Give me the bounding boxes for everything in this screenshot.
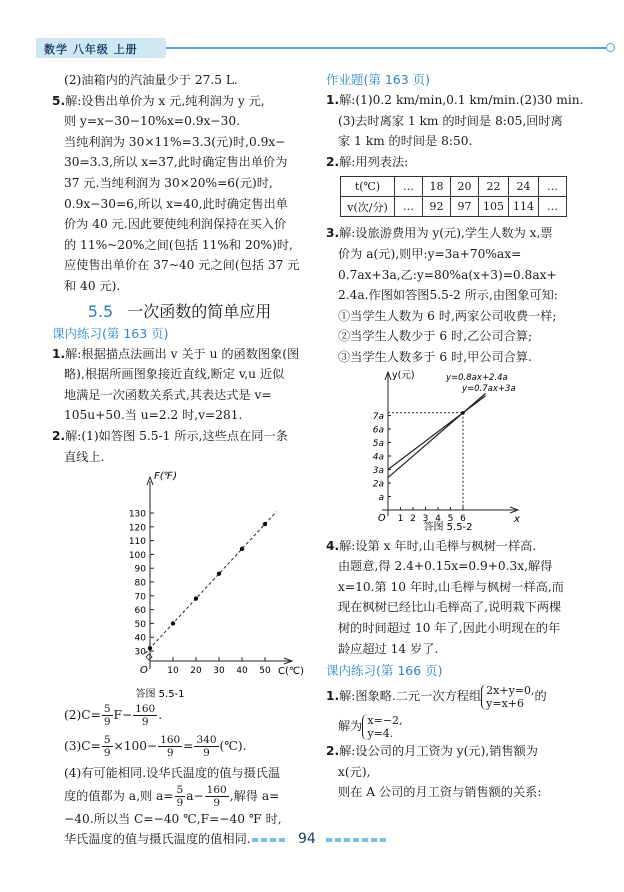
x-axis-label: C(℃) <box>278 666 305 678</box>
figure-caption: 答图 5.5-2 <box>423 521 473 533</box>
x-tick-label: 3 <box>422 513 429 524</box>
answer-line: ③当学生人数多于 6 时,甲公司合算. <box>338 349 532 364</box>
page-number: 94 <box>298 831 316 847</box>
answer-line: 直线上. <box>64 449 105 464</box>
table-row <box>341 197 567 217</box>
fit-line <box>145 512 276 654</box>
denominator: 9 <box>213 796 221 809</box>
y-tick-label: 70 <box>134 592 146 603</box>
table-cell: v(次/分) <box>341 197 395 217</box>
answer-line: 当纯利润为 30×11%=3.3(元)时,0.9x− <box>64 134 286 149</box>
x-tick-label: 6 <box>460 513 466 524</box>
y-tick-label: 30 <box>134 647 146 658</box>
table-cell: 105 <box>479 197 509 217</box>
equation-text: = <box>183 739 194 754</box>
equation-text: 度的值都为 a,则 a= <box>64 788 174 803</box>
answer-line: (3)去时离家 1 km 的时间是 8:05,回时离 <box>338 113 563 128</box>
fraction <box>158 734 182 759</box>
y-tick-label: 50 <box>134 619 146 630</box>
answer-text: 解:(1)0.2 km/min,0.1 km/min.(2)30 min. <box>339 93 584 107</box>
answer-line <box>52 426 307 447</box>
equation-text: a− <box>186 788 204 803</box>
x-tick-label: 20 <box>190 666 202 677</box>
question-number: 4. <box>326 538 340 553</box>
right-column <box>326 70 596 803</box>
y-tick-label: 100 <box>128 550 146 561</box>
equation-row: 2x+y=0, <box>486 683 535 697</box>
series-label: y=0.8ax+2.4a <box>446 372 508 383</box>
answer-text: 解:用列表法: <box>339 154 409 169</box>
answer-line: 价为 40 元.因此要使纯利润保持在买入价 <box>64 217 287 232</box>
x-tick-label: 10 <box>167 666 179 677</box>
denominator: 9 <box>141 716 149 729</box>
equation-text: (3)C= <box>64 739 101 754</box>
answer-text: 解:设公司的月工资为 y(元),销售额为 <box>339 744 538 759</box>
equation-text: F− <box>113 708 133 723</box>
subsection-heading: 课内练习(第 166 页) <box>326 663 443 679</box>
answer-line: 的 11%~20%之间(包括 11%和 20%)时, <box>64 237 293 252</box>
answer-line <box>326 152 596 173</box>
table-cell: 97 <box>451 197 479 217</box>
numerator: 160 <box>135 703 156 716</box>
answer-text: 解:图象略.二元一次方程组 <box>339 689 482 704</box>
origin-label: O <box>140 665 148 677</box>
y-tick-label: 6a <box>372 425 384 436</box>
numerator: 5 <box>103 734 111 747</box>
equation-text: ×100− <box>113 739 158 754</box>
data-point <box>171 621 175 625</box>
answer-h1 <box>326 90 596 152</box>
question-number: 1. <box>326 689 340 704</box>
answer-line <box>326 711 596 741</box>
answer-text: 解:设旅游费用为 y(元),学生人数为 x,票 <box>339 226 553 241</box>
answer-line: 30=3.3,所以 x=37,此时确定售出单价为 <box>64 155 288 170</box>
denominator: 9 <box>103 716 111 729</box>
table-cell: … <box>539 197 567 217</box>
answer-line: 0.7ax+3a,乙:y=80%a(x+3)=0.8ax+ <box>338 267 557 282</box>
answer-text: 解:根据描点法画出 v 关于 u 的函数图象(图 <box>65 346 300 361</box>
solution-system <box>362 714 402 740</box>
answer-line: 地满足一次函数关系式,其表达式是 v= <box>64 387 272 402</box>
y-tick-label: 130 <box>128 509 146 520</box>
y-tick-label: 80 <box>134 578 146 589</box>
table-cell: 24 <box>509 177 539 197</box>
table-cell: t(℃) <box>341 177 395 197</box>
answer-line: 华氏温度的值与摄氏温度的值相同. <box>64 832 251 847</box>
answer-line: 价为 a(元),则甲:y=3a+70%ax= <box>338 246 522 261</box>
answer-line: 应使售出单价在 37~40 元之间(包括 37 元 <box>64 258 300 273</box>
y-tick-label: 7a <box>372 411 384 422</box>
y-tick-label: 110 <box>128 537 146 548</box>
numerator: 5 <box>103 703 111 716</box>
table-cell: … <box>539 177 567 197</box>
figure-5-5-1 <box>52 471 307 701</box>
y-tick-label: 60 <box>134 606 146 617</box>
answer-line <box>52 784 307 809</box>
answer-text: 的 <box>534 689 547 704</box>
x-tick-label: 5 <box>447 513 454 524</box>
answer-line: 37 元.当纯利润为 30×20%=6(元)时, <box>64 175 273 190</box>
fraction <box>102 703 113 728</box>
answer-line <box>326 90 596 111</box>
equation-text: ,解得 a= <box>229 788 280 803</box>
intersection-point <box>461 411 465 415</box>
equation-text: (℃). <box>219 739 247 754</box>
question-number: 1. <box>52 346 66 361</box>
equation-text: (2)C= <box>64 708 101 723</box>
axis-break-mark <box>146 654 152 660</box>
y-tick-label: 90 <box>134 564 146 575</box>
figure-caption: 答图 5.5-1 <box>135 689 185 701</box>
fraction <box>175 784 186 809</box>
footer-dash-right <box>326 838 386 842</box>
section-heading <box>52 299 307 322</box>
answer-line: 则在 A 公司的月工资与销售额的关系: <box>338 785 542 800</box>
x-tick-label: 1 <box>397 513 404 524</box>
section-title: 一次函数的简单应用 <box>127 301 272 321</box>
answer-line <box>326 681 596 711</box>
data-point <box>194 596 198 600</box>
question-number: 1. <box>326 93 340 107</box>
answer-line: ①当学生人数为 6 时,两家公司收费一样; <box>338 308 557 323</box>
series-line <box>388 393 486 477</box>
y-tick-label: a <box>378 492 384 503</box>
x-tick-label: 40 <box>236 666 248 677</box>
y-axis-label: y(元) <box>392 369 415 381</box>
table-row <box>341 177 567 197</box>
answer-line: 105u+50.当 u=2.2 时,v=281. <box>64 408 243 423</box>
data-point <box>148 646 152 650</box>
answer-q1 <box>52 344 307 426</box>
answer-k2 <box>326 741 596 803</box>
section-number: 5.5 <box>87 301 114 321</box>
answer-line: (2)油箱内的汽油量少于 27.5 L. <box>64 73 238 87</box>
numerator: 5 <box>176 783 184 796</box>
fraction <box>194 734 218 759</box>
answer-line: 家 1 km 的时间是 8:50. <box>338 134 473 149</box>
x-tick-label: 2 <box>410 513 416 524</box>
answer-line <box>326 223 596 244</box>
equation-row: y=x+6 <box>486 696 525 710</box>
data-point <box>217 572 221 576</box>
equation-system <box>481 684 534 710</box>
subsection-heading: 课内练习(第 163 页) <box>52 325 169 341</box>
answer-line <box>326 741 596 762</box>
question-number: 2. <box>326 744 340 759</box>
answer-q2 <box>52 426 307 467</box>
answer-line: 由题意,得 2.4+0.15x=0.9+0.3x,解得 <box>338 559 553 574</box>
fraction <box>133 703 157 728</box>
header-circle-ornament <box>606 43 615 52</box>
x-tick-label: 50 <box>259 666 271 677</box>
answer-line <box>52 91 307 112</box>
answer-q5 <box>52 91 307 297</box>
denominator: 9 <box>166 747 174 760</box>
numerator: 340 <box>196 734 217 747</box>
answer-line: 略),根据所画图象接近直线,断定 v,u 近似 <box>64 367 285 382</box>
data-point <box>263 522 267 526</box>
denominator: 9 <box>203 747 210 760</box>
table-cell: 92 <box>423 197 451 217</box>
answer-line: x(元), <box>338 764 371 779</box>
y-axis-label: F(℉) <box>154 471 178 483</box>
header-rule <box>166 47 606 49</box>
answer-line: 0.9x−30=6,所以 x=40,此时确定售出单 <box>64 196 288 211</box>
table-cell: 20 <box>451 177 479 197</box>
table-cell: 18 <box>423 177 451 197</box>
y-tick-label: 5a <box>372 438 384 449</box>
answer-line: ②当学生人数少于 6 时,乙公司合算; <box>338 329 533 344</box>
answer-line: x=10.第 10 年时,山毛榉与枫树一样高,而 <box>338 579 564 594</box>
numerator: 160 <box>206 783 227 796</box>
answer-line <box>52 734 307 759</box>
footer-dash-left <box>252 838 288 842</box>
answer-line <box>326 536 596 557</box>
answer-text: 解:(1)如答图 5.5-1 所示,这些点在同一条 <box>65 428 288 443</box>
answer-line: 和 40 元). <box>64 278 121 293</box>
answer-line: 现在枫树已经比山毛榉高了,说明栽下两棵 <box>338 600 562 615</box>
question-number: 5. <box>52 93 66 108</box>
series-label: y=0.7ax+3a <box>462 383 516 394</box>
equation-row: x=−2, <box>367 713 403 727</box>
data-point <box>240 547 244 551</box>
table-cell: … <box>395 177 423 197</box>
answer-text: 解:设第 x 年时,山毛榉与枫树一样高. <box>339 538 537 553</box>
answer-line: (4)有可能相同.设华氏温度的值与摄氏温 <box>64 766 281 781</box>
answer-h4 <box>326 536 596 660</box>
y-tick-label: 120 <box>128 523 146 534</box>
fraction <box>102 734 113 759</box>
x-tick-label: 4 <box>435 513 441 524</box>
answer-line <box>52 703 307 728</box>
answer-line: 2.4a.作图如答图5.5-2 所示,由图象可知: <box>338 288 558 303</box>
answer-line: −40.所以当 C=−40 ℃,F=−40 ℉ 时, <box>64 811 282 826</box>
answer-h3 <box>326 223 596 367</box>
page-header <box>36 38 614 58</box>
figure-5-5-2 <box>326 368 596 536</box>
table-cell: 22 <box>479 177 509 197</box>
answer-text: 解:设售出单价为 x 元,纯利润为 y 元, <box>65 93 265 108</box>
denominator: 9 <box>103 747 111 760</box>
header-title: 数学 八年级 上册 <box>44 43 138 56</box>
page-footer <box>0 828 624 850</box>
equation-row: y=4. <box>367 726 394 740</box>
x-tick-label: 30 <box>213 666 225 677</box>
y-tick-label: 3a <box>372 465 384 476</box>
y-tick-label: 40 <box>134 633 146 644</box>
question-number: 2. <box>52 428 66 443</box>
question-number: 2. <box>326 154 340 169</box>
subsection-heading: 作业题(第 163 页) <box>326 72 431 87</box>
x-axis-label: x <box>514 513 520 525</box>
question-number: 3. <box>326 226 340 241</box>
table-cell: … <box>395 197 423 217</box>
answer-line: 龄应超过 14 岁了. <box>338 641 439 656</box>
answer-line <box>52 344 307 365</box>
left-column <box>52 70 307 850</box>
y-tick-label: 2a <box>372 479 384 490</box>
data-table <box>340 176 567 217</box>
table-cell: 114 <box>509 197 539 217</box>
denominator: 9 <box>176 796 184 809</box>
numerator: 160 <box>160 734 181 747</box>
y-tick-label: 4a <box>372 452 384 463</box>
fraction <box>205 784 229 809</box>
answer-line: 树的时间超过 10 年了,因此小明现在的年 <box>338 620 561 635</box>
equation-text: . <box>158 708 163 723</box>
answer-text: 解为 <box>338 719 363 734</box>
series-line <box>388 395 486 469</box>
origin-label: O <box>378 512 386 524</box>
answer-line: 则 y=x−30−10%x=0.9x−30. <box>64 114 240 129</box>
